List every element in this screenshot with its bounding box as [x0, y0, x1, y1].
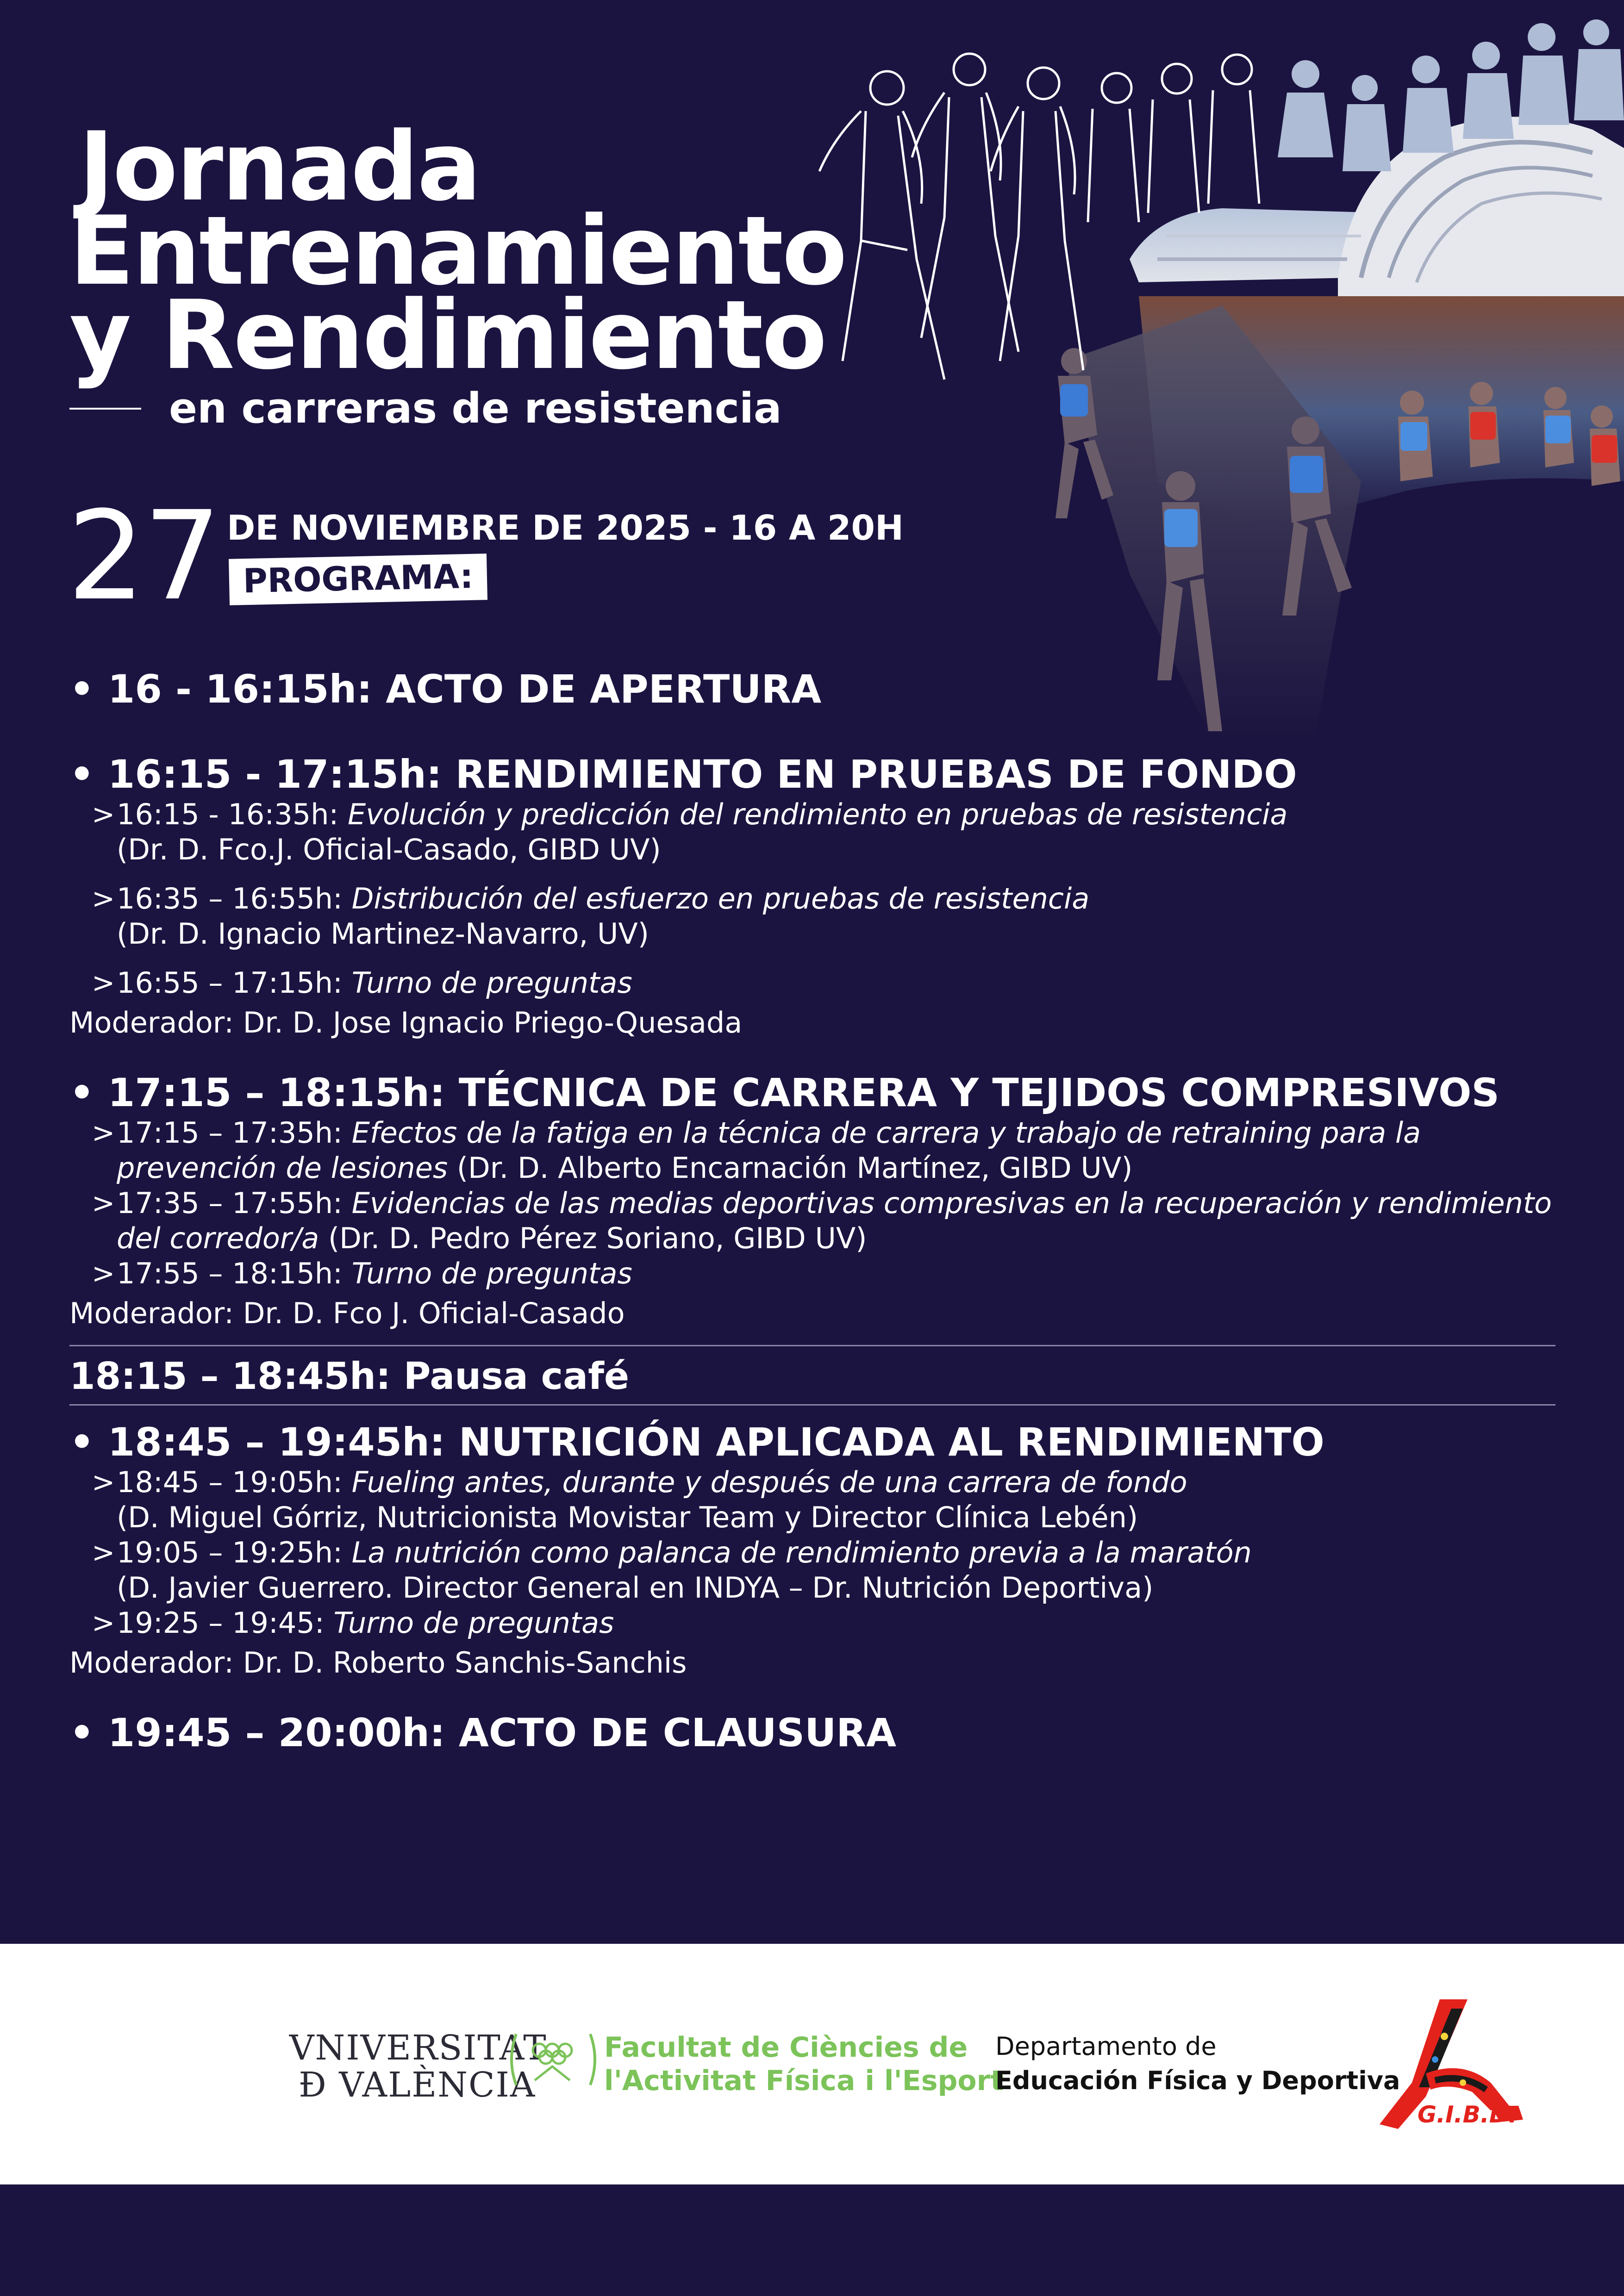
- talk-body: [117, 1186, 1552, 1256]
- title-line-2: Entrenamiento: [69, 196, 846, 306]
- event-day: 27: [67, 485, 220, 628]
- uv-logo-line-2: Ð VALÈNCIA: [299, 2065, 536, 2105]
- programa-label: PROGRAMA:: [229, 554, 487, 605]
- chevron-right-icon: >: [92, 1537, 115, 1569]
- program: [69, 666, 1555, 1755]
- event-subtitle: en carreras de resistencia: [169, 384, 782, 433]
- subtitle-row: [69, 384, 782, 433]
- spacer: [69, 1040, 1555, 1070]
- spacer: [69, 1331, 1555, 1345]
- faculty-olympic-icon: [507, 2029, 600, 2090]
- session-moderator: Moderador: Dr. D. Fco J. Oficial-Casado: [69, 1296, 625, 1330]
- event-date: DE NOVIEMBRE DE 2025 - 16 A 20H: [227, 508, 904, 548]
- coffee-break: 18:15 – 18:45h: Pausa café: [69, 1355, 630, 1398]
- session-title: • 16:15 - 17:15h: RENDIMIENTO EN PRUEBAS DE FONDO: [69, 752, 1297, 797]
- title-line-3: y Rendimiento: [69, 280, 826, 391]
- talk-speaker: (Dr. D. Fco.J. Oficial-Casado, GIBD UV): [117, 833, 661, 866]
- talk-time: 19:25 – 19:45:: [117, 1606, 334, 1640]
- chevron-right-icon: >: [92, 1607, 115, 1639]
- chevron-right-icon: >: [92, 883, 115, 915]
- faculty-name: [604, 2031, 1004, 2097]
- talk-speaker: (Dr. D. Alberto Encarnación Martínez, GIBD UV): [448, 1151, 1133, 1185]
- spacer: [69, 1680, 1555, 1710]
- talk-item: [92, 1115, 1555, 1186]
- session-title: • 18:45 – 19:45h: NUTRICIÓN APLICADA AL RENDIMIENTO: [69, 1419, 1324, 1465]
- talk-topic: Turno de preguntas: [333, 1606, 614, 1640]
- chevron-right-icon: >: [92, 1466, 115, 1499]
- talk-body: [117, 1256, 632, 1291]
- chevron-right-icon: >: [92, 1117, 115, 1149]
- department-line-2: Educación Física y Deportiva: [995, 2066, 1400, 2095]
- talk-time: 19:05 – 19:25h:: [117, 1536, 352, 1569]
- talk-item: [92, 965, 1555, 1001]
- talk-body: [117, 1465, 1187, 1535]
- closing-item: • 19:45 – 20:00h: ACTO DE CLAUSURA: [69, 1710, 896, 1755]
- talk-body: [117, 1535, 1252, 1605]
- spacer: [69, 952, 1555, 965]
- talk-body: [117, 797, 1287, 867]
- session-moderator: Moderador: Dr. D. Roberto Sanchis-Sanchis: [69, 1646, 687, 1680]
- chevron-right-icon: >: [92, 798, 115, 831]
- chevron-right-icon: >: [92, 967, 115, 999]
- faculty-line-2: l'Activitat Física i l'Esport: [604, 2065, 1004, 2097]
- talk-time: 16:55 – 17:15h:: [117, 966, 352, 1000]
- session-title: • 17:15 – 18:15h: TÉCNICA DE CARRERA Y TEJIDOS COMPRESIVOS: [69, 1070, 1499, 1115]
- faculty-line-1: Facultat de Ciències de: [604, 2031, 968, 2064]
- talk-item: [92, 1186, 1555, 1256]
- talk-body: [117, 881, 1089, 952]
- talk-time: 17:55 – 18:15h:: [117, 1257, 352, 1290]
- talk-item: [92, 1256, 1555, 1291]
- talk-item: [92, 1465, 1555, 1535]
- talk-speaker: (D. Javier Guerrero. Director General en INDYA – Dr. Nutrición Deportiva): [117, 1571, 1154, 1605]
- talk-body: [117, 1115, 1421, 1186]
- spacer: [69, 867, 1555, 881]
- talk-time: 17:35 – 17:55h:: [117, 1186, 352, 1220]
- talk-topic: Turno de preguntas: [351, 966, 632, 1000]
- spacer: [69, 1406, 1555, 1419]
- session-nutrition: [69, 1419, 1555, 1680]
- talk-time: 18:45 – 19:05h:: [117, 1465, 352, 1499]
- talk-topic: Fueling antes, durante y después de una carrera de fondo: [351, 1465, 1187, 1499]
- department-line-1: Departamento de: [995, 2032, 1217, 2061]
- opening-item: • 16 - 16:15h: ACTO DE APERTURA: [69, 666, 822, 712]
- talk-speaker: (Dr. D. Ignacio Martinez-Navarro, UV): [117, 917, 649, 951]
- talk-item: [92, 797, 1555, 867]
- event-title: [69, 112, 846, 391]
- session-technique: [69, 1070, 1555, 1331]
- chevron-right-icon: >: [92, 1257, 115, 1290]
- talk-topic: Efectos de la fatiga en la técnica de carrera y trabajo de retraining para la: [351, 1116, 1421, 1150]
- gibd-label: G.I.B.D.: [1418, 2101, 1518, 2128]
- title-line-1: Jornada: [79, 112, 480, 222]
- talk-time: 16:15 - 16:35h:: [117, 797, 348, 831]
- bottom-band: [0, 2184, 1624, 2296]
- runners-illustration: [806, 19, 1624, 759]
- session-moderator: Moderador: Dr. D. Jose Ignacio Priego-Quesada: [69, 1006, 743, 1039]
- talk-topic-continued: del corredor/a: [117, 1221, 319, 1255]
- talk-speaker: (D. Miguel Górriz, Nutricionista Movistar Team y Director Clínica Lebén): [117, 1500, 1138, 1534]
- talk-item: [92, 1535, 1555, 1605]
- talk-topic-continued: prevención de lesiones: [117, 1151, 448, 1185]
- divider: [69, 1345, 1555, 1346]
- talk-time: 17:15 – 17:35h:: [117, 1116, 352, 1150]
- session-endurance: [69, 752, 1555, 1040]
- talk-body: [117, 965, 632, 1001]
- uv-logo-line-1: VNIVERSITAT: [289, 2028, 547, 2068]
- department-name: [995, 2029, 1400, 2098]
- spacer: [69, 712, 1555, 752]
- talk-topic: Evolución y predicción del rendimiento en pruebas de resistencia: [348, 797, 1288, 831]
- talk-topic: Distribución del esfuerzo en pruebas de resistencia: [351, 882, 1090, 915]
- talk-topic: Evidencias de las medias deportivas compresivas en la recuperación y rendimiento: [351, 1186, 1552, 1220]
- talk-time: 16:35 – 16:55h:: [117, 882, 352, 915]
- talk-speaker: (Dr. D. Pedro Pérez Soriano, GIBD UV): [319, 1221, 867, 1255]
- chevron-right-icon: >: [92, 1187, 115, 1220]
- talk-topic: Turno de preguntas: [351, 1257, 632, 1290]
- talk-item: [92, 1605, 1555, 1641]
- talk-topic: La nutrición como palanca de rendimiento previa a la maratón: [351, 1536, 1252, 1569]
- talk-item: [92, 881, 1555, 952]
- subtitle-rule: [69, 408, 141, 410]
- talk-body: [117, 1605, 614, 1641]
